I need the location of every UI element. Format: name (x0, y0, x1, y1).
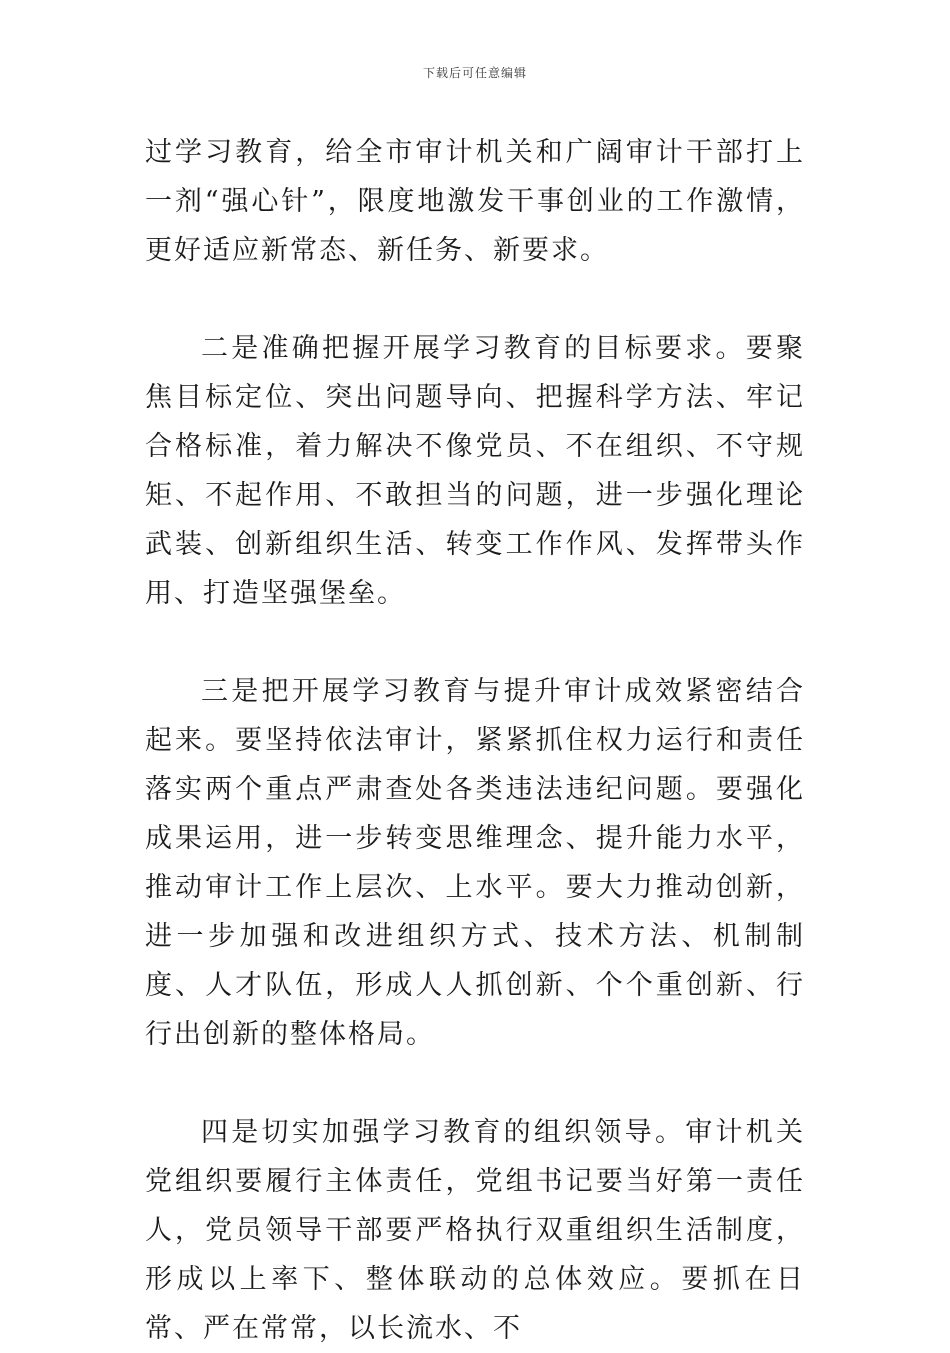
document-body (145, 128, 805, 1353)
paragraph-gap (145, 275, 805, 324)
paragraph-gap (145, 1059, 805, 1108)
paragraph-1: 过学习教育，给全市审计机关和广阔审计干部打上一剂“强心针”，限度地激发干事创业的工作激情，更好适应新常态、新任务、新要求。 (145, 137, 805, 266)
paragraph-2: 二是准确把握开展学习教育的目标要求。要聚焦目标定位、突出问题导向、把握科学方法、牢记合格标准，着力解决不像党员、不在组织、不守规矩、不起作用、不敢担当的问题，进一步强化理论武装、创新组织生活、转变工作作风、发挥带头作用、打造坚强堡垒。 (145, 333, 805, 609)
paragraph-gap (145, 618, 805, 667)
paragraph-3: 三是把开展学习教育与提升审计成效紧密结合起来。要坚持依法审计，紧紧抓住权力运行和责任落实两个重点严肃查处各类违法违纪问题。要强化成果运用，进一步转变思维理念、提升能力水平，推动审计工作上层次、上水平。要大力推动创新，进一步加强和改进组织方式、技术方法、机制制度、人才队伍，形成人人抓创新、个个重创新、行行出创新的整体格局。 (145, 676, 805, 1050)
page-header-note: 下载后可任意编辑 (422, 66, 527, 80)
paragraph-4: 四是切实加强学习教育的组织领导。审计机关党组织要履行主体责任，党组书记要当好第一责任人，党员领导干部要严格执行双重组织生活制度，形成以上率下、整体联动的总体效应。要抓在日常、严在常常，以长流水、不 (145, 1117, 805, 1344)
